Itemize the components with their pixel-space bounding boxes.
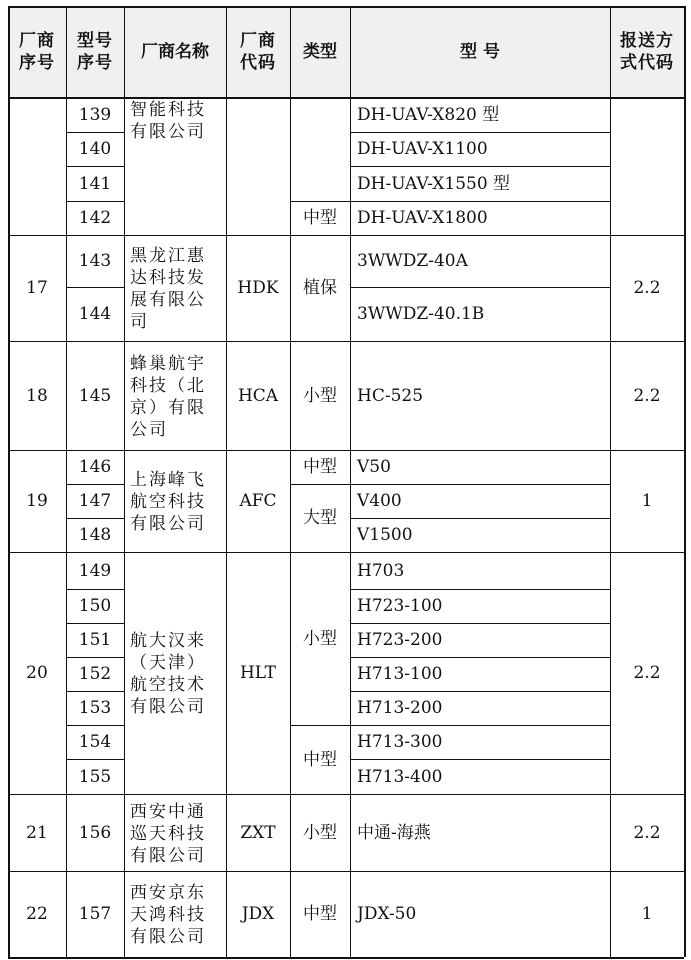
model-seq-cell: 152 (78, 664, 112, 684)
row-rule (350, 589, 610, 590)
type-cell: 中型 (303, 749, 337, 770)
column-rule (8, 6, 10, 957)
model-seq-cell: 140 (78, 139, 112, 159)
column-rule (350, 6, 351, 957)
row-rule (610, 552, 684, 553)
row-rule (66, 287, 124, 288)
row-rule (350, 794, 610, 795)
row-rule (66, 691, 124, 692)
row-rule (290, 341, 350, 342)
row-rule (8, 957, 684, 959)
model-seq-cell: 155 (78, 766, 112, 787)
model-name-cell: H713-300 (357, 732, 443, 752)
mfr-name-cell: 智能科技有限公司 (130, 100, 206, 142)
mfr-code-cell: HDK (237, 278, 279, 298)
row-rule (8, 450, 66, 451)
model-seq-cell: 147 (78, 491, 112, 511)
row-rule (66, 132, 124, 133)
row-rule (66, 589, 124, 590)
row-rule (124, 794, 290, 795)
model-seq-cell: 153 (78, 698, 112, 718)
row-rule (66, 725, 124, 726)
row-rule (290, 552, 350, 553)
mfr-name-cell: 西安京东天鸿科技有限公司 (130, 883, 206, 947)
model-seq-cell: 146 (78, 457, 112, 477)
model-name-cell: DH-UAV-X1550 型 (357, 173, 511, 194)
mfr-no-cell: 17 (26, 278, 48, 298)
row-rule (66, 235, 124, 236)
header-model: 型 号 (350, 6, 610, 97)
mfr-name-cell: 蜂巢航宇科技（北京）有限公司 (130, 353, 206, 440)
model-name-cell: V1500 (357, 525, 413, 545)
row-rule (8, 97, 684, 99)
report-code-cell: 2.2 (633, 278, 661, 298)
model-seq-cell: 148 (78, 525, 112, 545)
row-rule (350, 871, 610, 872)
row-rule (290, 201, 350, 202)
mfr-code-cell: HLT (239, 663, 277, 683)
row-rule (8, 341, 66, 342)
row-rule (66, 623, 124, 624)
model-name-cell: 中通-海燕 (357, 822, 431, 843)
row-rule (124, 341, 290, 342)
row-rule (8, 794, 66, 795)
row-rule (8, 235, 66, 236)
model-name-cell: H713-100 (357, 664, 443, 684)
mfr-name-cell: 航大汉来（天津）航空技术有限公司 (130, 631, 206, 717)
row-rule (8, 552, 66, 553)
row-rule (350, 623, 610, 624)
model-name-cell: H713-400 (357, 766, 443, 787)
type-cell: 小型 (303, 628, 337, 649)
row-rule (66, 201, 124, 202)
row-rule (66, 657, 124, 658)
column-rule (124, 6, 125, 957)
mfr-no-cell: 21 (26, 822, 48, 843)
mfr-no-cell (8, 97, 66, 235)
column-rule (226, 6, 227, 957)
row-rule (66, 341, 124, 342)
row-rule (350, 691, 610, 692)
report-code-cell (610, 97, 684, 235)
model-seq-cell: 139 (78, 104, 112, 125)
model-seq-cell: 151 (78, 630, 112, 650)
row-rule (290, 794, 350, 795)
row-rule (350, 759, 610, 760)
mfr-name-cell: 黑龙江惠达科技发展有限公司 (130, 246, 206, 332)
mfr-code-cell: ZXT (240, 822, 276, 843)
model-seq-cell: 145 (78, 385, 112, 406)
header-report-code: 报送方式代码 (610, 6, 684, 97)
mfr-no-cell: 19 (26, 491, 48, 511)
model-name-cell: DH-UAV-X1100 (357, 139, 488, 159)
row-rule (290, 871, 350, 872)
model-name-cell: V400 (357, 491, 402, 511)
row-rule (290, 484, 350, 485)
row-rule (66, 484, 124, 485)
row-rule (350, 450, 610, 451)
row-rule (8, 6, 684, 8)
model-seq-cell: 150 (78, 596, 112, 616)
model-name-cell: 3WWDZ-40A (357, 251, 468, 271)
mfr-no-cell: 20 (26, 663, 48, 683)
column-rule (610, 6, 611, 957)
row-rule (66, 759, 124, 760)
row-rule (124, 235, 290, 236)
type-cell: 中型 (303, 208, 337, 228)
type-cell (290, 97, 350, 201)
row-rule (610, 341, 684, 342)
row-rule (290, 725, 350, 726)
report-code-cell: 1 (641, 904, 653, 924)
row-rule (350, 235, 610, 236)
model-name-cell: V50 (357, 457, 391, 477)
type-cell: 植保 (303, 278, 337, 298)
row-rule (66, 552, 124, 553)
row-rule (350, 657, 610, 658)
column-rule (290, 6, 291, 957)
type-cell: 小型 (303, 385, 337, 406)
header-mfr-name: 厂商名称 (124, 6, 226, 97)
row-rule (350, 341, 610, 342)
row-rule (290, 450, 350, 451)
row-rule (66, 794, 124, 795)
mfr-name-cell: 上海峰飞航空科技有限公司 (130, 470, 206, 534)
row-rule (66, 518, 124, 519)
model-name-cell: 3WWDZ-40.1B (357, 304, 485, 324)
model-name-cell: JDX-50 (357, 904, 417, 924)
column-rule (684, 6, 686, 957)
header-mfr-code: 厂商代码 (226, 6, 290, 97)
row-rule (290, 235, 350, 236)
row-rule (350, 201, 610, 202)
model-seq-cell: 143 (78, 251, 112, 271)
type-cell: 中型 (303, 904, 337, 924)
model-name-cell: DH-UAV-X1800 (357, 208, 488, 228)
row-rule (350, 484, 610, 485)
mfr-code-cell: JDX (241, 904, 275, 924)
row-rule (124, 871, 290, 872)
row-rule (610, 871, 684, 872)
model-seq-cell: 157 (78, 904, 112, 924)
model-seq-cell: 149 (78, 560, 112, 581)
row-rule (350, 552, 610, 553)
row-rule (124, 450, 290, 451)
model-seq-cell: 142 (78, 208, 112, 228)
row-rule (66, 450, 124, 451)
model-seq-cell: 154 (78, 732, 112, 752)
report-code-cell: 2.2 (633, 663, 661, 683)
row-rule (350, 132, 610, 133)
type-cell: 小型 (303, 822, 337, 843)
mfr-no-cell: 18 (26, 385, 48, 406)
model-name-cell: H713-200 (357, 698, 443, 718)
mfr-name-cell: 西安中通巡天科技有限公司 (130, 801, 206, 866)
header-type: 类型 (290, 6, 350, 97)
row-rule (610, 794, 684, 795)
model-seq-cell: 144 (78, 304, 112, 324)
row-rule (350, 287, 610, 288)
model-name-cell: H703 (357, 560, 405, 581)
row-rule (610, 450, 684, 451)
mfr-code-cell: AFC (239, 491, 277, 511)
model-name-cell: H723-200 (357, 630, 443, 650)
row-rule (350, 166, 610, 167)
model-seq-cell: 156 (78, 822, 112, 843)
report-code-cell: 2.2 (633, 822, 661, 843)
header-mfr-no: 厂商序号 (8, 6, 66, 97)
mfr-no-cell: 22 (26, 904, 48, 924)
report-code-cell: 1 (641, 491, 653, 511)
mfr-code-cell (226, 97, 290, 235)
row-rule (610, 235, 684, 236)
row-rule (124, 552, 290, 553)
row-rule (350, 518, 610, 519)
row-rule (8, 871, 66, 872)
report-code-cell: 2.2 (633, 385, 661, 406)
type-cell: 中型 (303, 457, 337, 477)
model-name-cell: H723-100 (357, 596, 443, 616)
type-cell: 大型 (303, 508, 337, 528)
model-name-cell: DH-UAV-X820 型 (357, 104, 500, 125)
mfr-code-cell: HCA (237, 385, 279, 406)
row-rule (350, 725, 610, 726)
header-model-no: 型号序号 (66, 6, 124, 97)
column-rule (66, 6, 67, 957)
row-rule (66, 166, 124, 167)
model-name-cell: HC-525 (357, 385, 424, 406)
model-seq-cell: 141 (78, 173, 112, 194)
row-rule (66, 871, 124, 872)
